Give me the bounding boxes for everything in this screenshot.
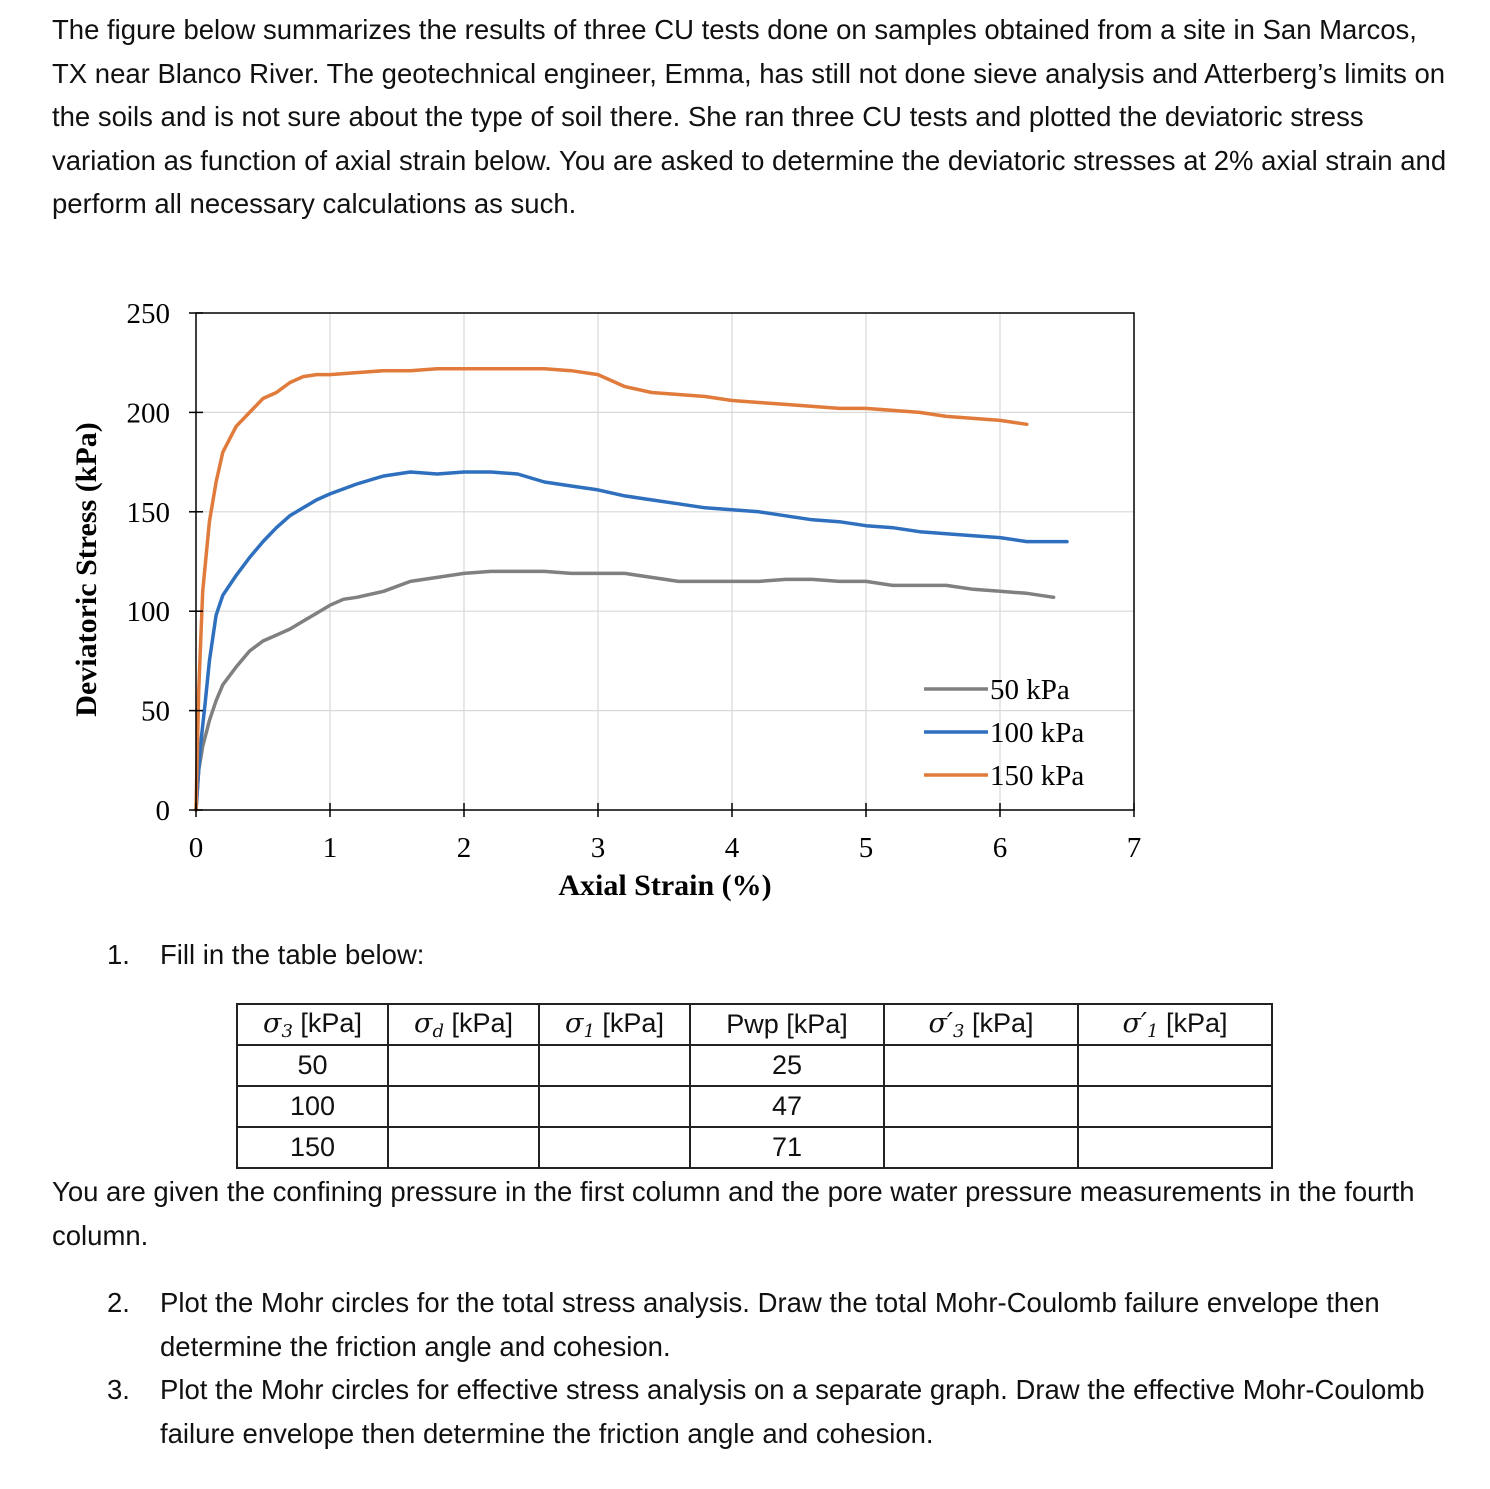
table-row [237, 1045, 1272, 1086]
cell-sigma3-eff[interactable] [884, 1127, 1078, 1168]
x-axis-label: Axial Strain (%) [558, 869, 772, 902]
q3-text: Plot the Mohr circles for effective stress analysis on a separate graph. Draw the effective Mohr-Coulomb failure envelope then determine the friction angle and cohesion. [160, 1374, 1425, 1449]
q2-number: 2. [107, 1287, 130, 1318]
chart-series [196, 369, 1067, 810]
cell-sigma1[interactable] [539, 1127, 690, 1168]
x-tick-label: 0 [188, 832, 204, 864]
note-paragraph: You are given the confining pressure in the first column and the pore water pressure measurements in the fourth column. [52, 1176, 1415, 1251]
cell-sigma1-eff[interactable] [1078, 1045, 1272, 1086]
x-tick-label: 6 [992, 832, 1008, 864]
legend-label: 50 kPa [990, 674, 1070, 706]
header-sigma1-eff: $\sigma'_1$ [kPa] [1078, 1004, 1272, 1045]
cell-sigmad[interactable] [388, 1045, 539, 1086]
x-tick-label: 5 [858, 832, 874, 864]
cell-pwp: 47 [690, 1086, 884, 1127]
header-sigma1: $\sigma_1$ [kPa] [539, 1004, 690, 1045]
header-sigma3: $\sigma_3$ [kPa] [237, 1004, 388, 1045]
cell-sigma1-eff[interactable] [1078, 1127, 1272, 1168]
cell-sigma3: 50 [237, 1045, 388, 1086]
header-pwp: Pwp [kPa] [690, 1004, 884, 1045]
header-sigmad: $\sigma_d$ [kPa] [388, 1004, 539, 1045]
y-tick-label: 0 [155, 795, 170, 827]
cell-pwp: 25 [690, 1045, 884, 1086]
legend-label: 150 kPa [990, 760, 1085, 792]
header-sigma3-eff: $\sigma'_3$ [kPa] [884, 1004, 1078, 1045]
table-header-row [237, 1004, 1272, 1045]
legend-label: 100 kPa [990, 717, 1085, 749]
chart-svg [60, 288, 1170, 928]
y-tick-label: 250 [126, 298, 170, 330]
x-tick-label: 4 [724, 832, 740, 864]
x-tick-label: 2 [456, 832, 472, 864]
x-tick-label: 3 [590, 832, 606, 864]
table-row [237, 1127, 1272, 1168]
cell-sigma1[interactable] [539, 1045, 690, 1086]
x-tick-label: 7 [1126, 832, 1142, 864]
y-tick-label: 100 [126, 596, 170, 629]
series-line-150-kpa [196, 369, 1027, 810]
table-row [237, 1086, 1272, 1127]
cell-sigma3: 100 [237, 1086, 388, 1127]
q1-number: 1. [107, 939, 130, 970]
y-axis-label: Deviatoric Stress (kPa) [70, 422, 103, 717]
cell-sigma1[interactable] [539, 1086, 690, 1127]
cell-sigmad[interactable] [388, 1086, 539, 1127]
cell-pwp: 71 [690, 1127, 884, 1168]
y-tick-label: 200 [126, 397, 170, 430]
q3-number: 3. [107, 1374, 130, 1405]
series-line-100-kpa [196, 472, 1067, 810]
results-table [236, 1003, 1273, 1169]
cell-sigma3-eff[interactable] [884, 1045, 1078, 1086]
y-tick-label: 50 [141, 695, 170, 728]
intro-paragraph: The figure below summarizes the results of three CU tests done on samples obtained from a site in San Marcos, TX near Blanco River. The geotechnical engineer, Emma, has still not done sieve analysis and Atterberg’s limits on the soils and is not sure about the type of soil there. She ran three CU tests and plotted the deviatoric stress variation as function of axial strain below. You are asked to determine the deviatoric stresses at 2% axial strain and perform all necessary calculations as such. [52, 14, 1447, 219]
chart-legend [924, 674, 1084, 792]
cell-sigmad[interactable] [388, 1127, 539, 1168]
x-tick-label: 1 [322, 832, 338, 864]
stress-strain-chart [60, 288, 1170, 928]
cell-sigma3: 150 [237, 1127, 388, 1168]
cell-sigma1-eff[interactable] [1078, 1086, 1272, 1127]
cell-sigma3-eff[interactable] [884, 1086, 1078, 1127]
q1-text: Fill in the table below: [160, 939, 425, 970]
y-tick-label: 150 [126, 496, 170, 529]
q2-text: Plot the Mohr circles for the total stress analysis. Draw the total Mohr-Coulomb failure envelope then determine the friction angle and cohesion. [160, 1287, 1380, 1362]
